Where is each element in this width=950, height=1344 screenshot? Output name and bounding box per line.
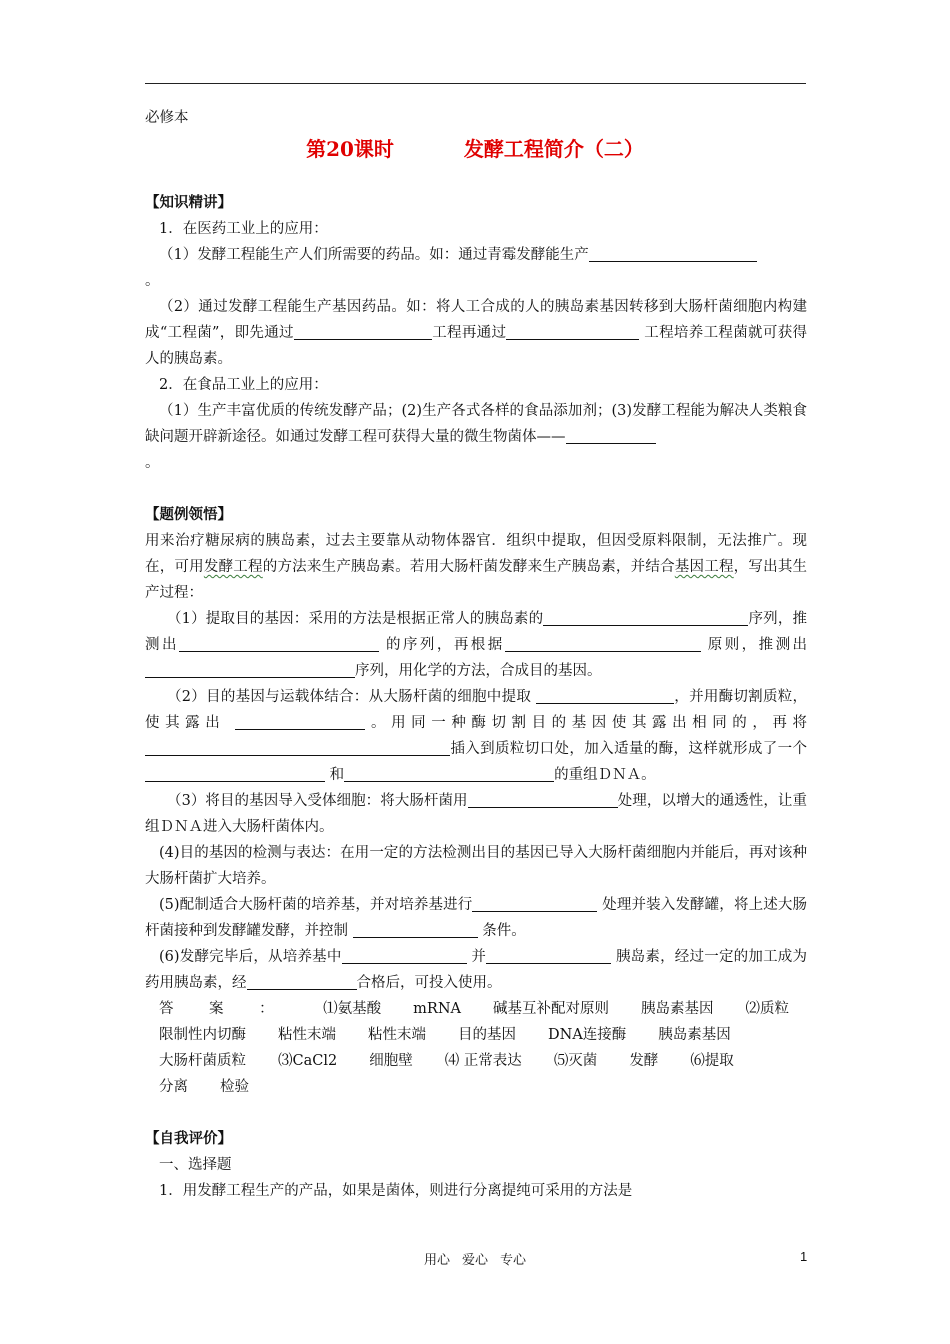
header-label: 必修本 (145, 110, 189, 126)
footer-word: 爱心 (461, 1253, 488, 1268)
answer-term: 胰岛素基因 (641, 1001, 714, 1017)
example-intro: 用来治疗糖尿病的胰岛素，过去主要靠从动物体器官．组织中提取，但因受原料限制，无法推广。现在，可用发酵工程的方法来生产胰岛素。若用大肠杆菌发酵来生产胰岛素，并结合基因工程，写出其生产过程： (145, 533, 808, 601)
answer-term: ⑷ 正常表达 (444, 1053, 522, 1069)
answer-term: 碱基互补配对原则 (493, 1001, 609, 1017)
answer-term: 胰岛素基因 (658, 1027, 731, 1043)
answer-term: 发酵 (629, 1053, 659, 1069)
example-step-2: （2）目的基因与运载体结合：从大肠杆菌的细胞中提取 ，并用酶切割质粒，使其露出 。用同一种酶切割目的基因使其露出相同的，再将插入到质粒切口处，加入适量的酶，这样就形成了一个 和 的重组ＤＮＡ。 (145, 689, 808, 783)
example-step-6: (6)发酵完毕后，从培养基中 并 胰岛素，经过一定的加工成为药用胰岛素，经 合格后，可投入使用。 (145, 949, 808, 991)
fill-blank (235, 713, 365, 730)
fill-blank (505, 635, 701, 652)
fill-blank (247, 973, 357, 990)
answer-term: 限制性内切酶 (159, 1027, 246, 1043)
fill-blank (179, 635, 379, 652)
fill-blank (472, 895, 597, 912)
example-step-3: （3）将目的基因导入受体细胞：将大肠杆菌用 处理，以增大的通透性，让重组ＤＮＡ进入大肠杆菌体内。 (145, 793, 807, 835)
answer-term: 检验 (220, 1079, 249, 1095)
knowledge-para-1: （1）发酵工程能生产人们所需要的药品。如：通过青霉发酵能生产 。 (145, 242, 807, 294)
answer-term: mRNA (413, 1001, 461, 1017)
fill-blank (145, 739, 450, 756)
self-eval-heading: 【自我评价】 (145, 1130, 232, 1147)
page-number: 1 (800, 1249, 808, 1264)
header-rule (145, 83, 806, 84)
fill-blank (543, 609, 748, 626)
fill-blank (589, 245, 757, 262)
answer-term: 细胞壁 (369, 1053, 413, 1069)
footer-word: 用心 (423, 1253, 450, 1268)
fill-blank (344, 765, 554, 782)
fill-blank (342, 947, 467, 964)
fill-blank (145, 765, 325, 782)
fill-blank (536, 687, 674, 704)
title-lesson: 第20课时 (306, 137, 394, 161)
knowledge-heading: 【知识精讲】 (145, 194, 232, 211)
answers-label: 答案： (159, 1001, 310, 1017)
fill-blank (506, 323, 639, 340)
answer-term: ⑵质粒 (745, 1001, 789, 1017)
answer-term: 目的基因 (458, 1027, 516, 1043)
self-eval-part: 一、选择题 (159, 1157, 232, 1173)
page-footer (0, 1249, 950, 1268)
example-step-4: (4)目的基因的检测与表达：在用一定的方法检测出目的基因已导入大肠杆菌细胞内并能后，再对该种大肠杆菌扩大培养。 (145, 845, 807, 887)
knowledge-item-1: 1．在医药工业上的应用： (159, 221, 328, 237)
fill-blank (294, 323, 432, 340)
knowledge-para-3: （1）生产丰富优质的传统发酵产品；(2)生产各式各样的食品添加剂；(3)发酵工程能为解决人类粮食缺问题开辟新途径。如通过发酵工程可获得大量的微生物菌体—— 。 (145, 403, 807, 471)
answer-term: 分离 (159, 1079, 188, 1095)
example-step-5: (5)配制适合大肠杆菌的培养基，并对培养基进行 处理并装入发酵罐，将上述大肠杆菌接种到发酵罐发酵，并控制 条件。 (145, 897, 807, 939)
answer-term: ⑶CaCl2 (278, 1053, 338, 1069)
answer-term: 大肠杆菌质粒 (159, 1053, 246, 1069)
example-heading: 【题例领悟】 (145, 506, 232, 523)
fill-blank (468, 791, 618, 808)
title-topic: 发酵工程简介（二） (463, 137, 644, 161)
fill-blank (486, 947, 611, 964)
answer-term: 粘性末端 (278, 1027, 336, 1043)
footer-word: 专心 (500, 1253, 527, 1268)
knowledge-item-2: 2．在食品工业上的应用： (159, 377, 328, 393)
fill-blank (145, 661, 355, 678)
answer-term: ⑸灭菌 (553, 1053, 598, 1069)
knowledge-para-2: （2）通过发酵工程能生产基因药品。如：将人工合成的人的胰岛素基因转移到大肠杆菌细胞内构建成“工程菌”，即先通过 工程再通过 工程培养工程菌就可获得人的胰岛素。 (145, 299, 808, 367)
document-body (145, 190, 807, 1204)
question-1: 1．用发酵工程生产的产品，如果是菌体，则进行分离提纯可采用的方法是 (159, 1183, 633, 1199)
fill-blank (566, 427, 656, 444)
answers (145, 996, 807, 1100)
answer-term: ⑹提取 (690, 1053, 734, 1069)
fill-blank (353, 921, 478, 938)
example-step-1: （1）提取目的基因：采用的方法是根据正常人的胰岛素的 序列，推测出 的序列，再根据 原则，推测出序列，用化学的方法，合成目的基因。 (145, 611, 808, 679)
page-title (0, 133, 950, 162)
answer-term: ⑴氨基酸 (323, 1001, 382, 1017)
answer-term: DNA连接酶 (548, 1027, 627, 1043)
answer-term: 粘性末端 (368, 1027, 426, 1043)
